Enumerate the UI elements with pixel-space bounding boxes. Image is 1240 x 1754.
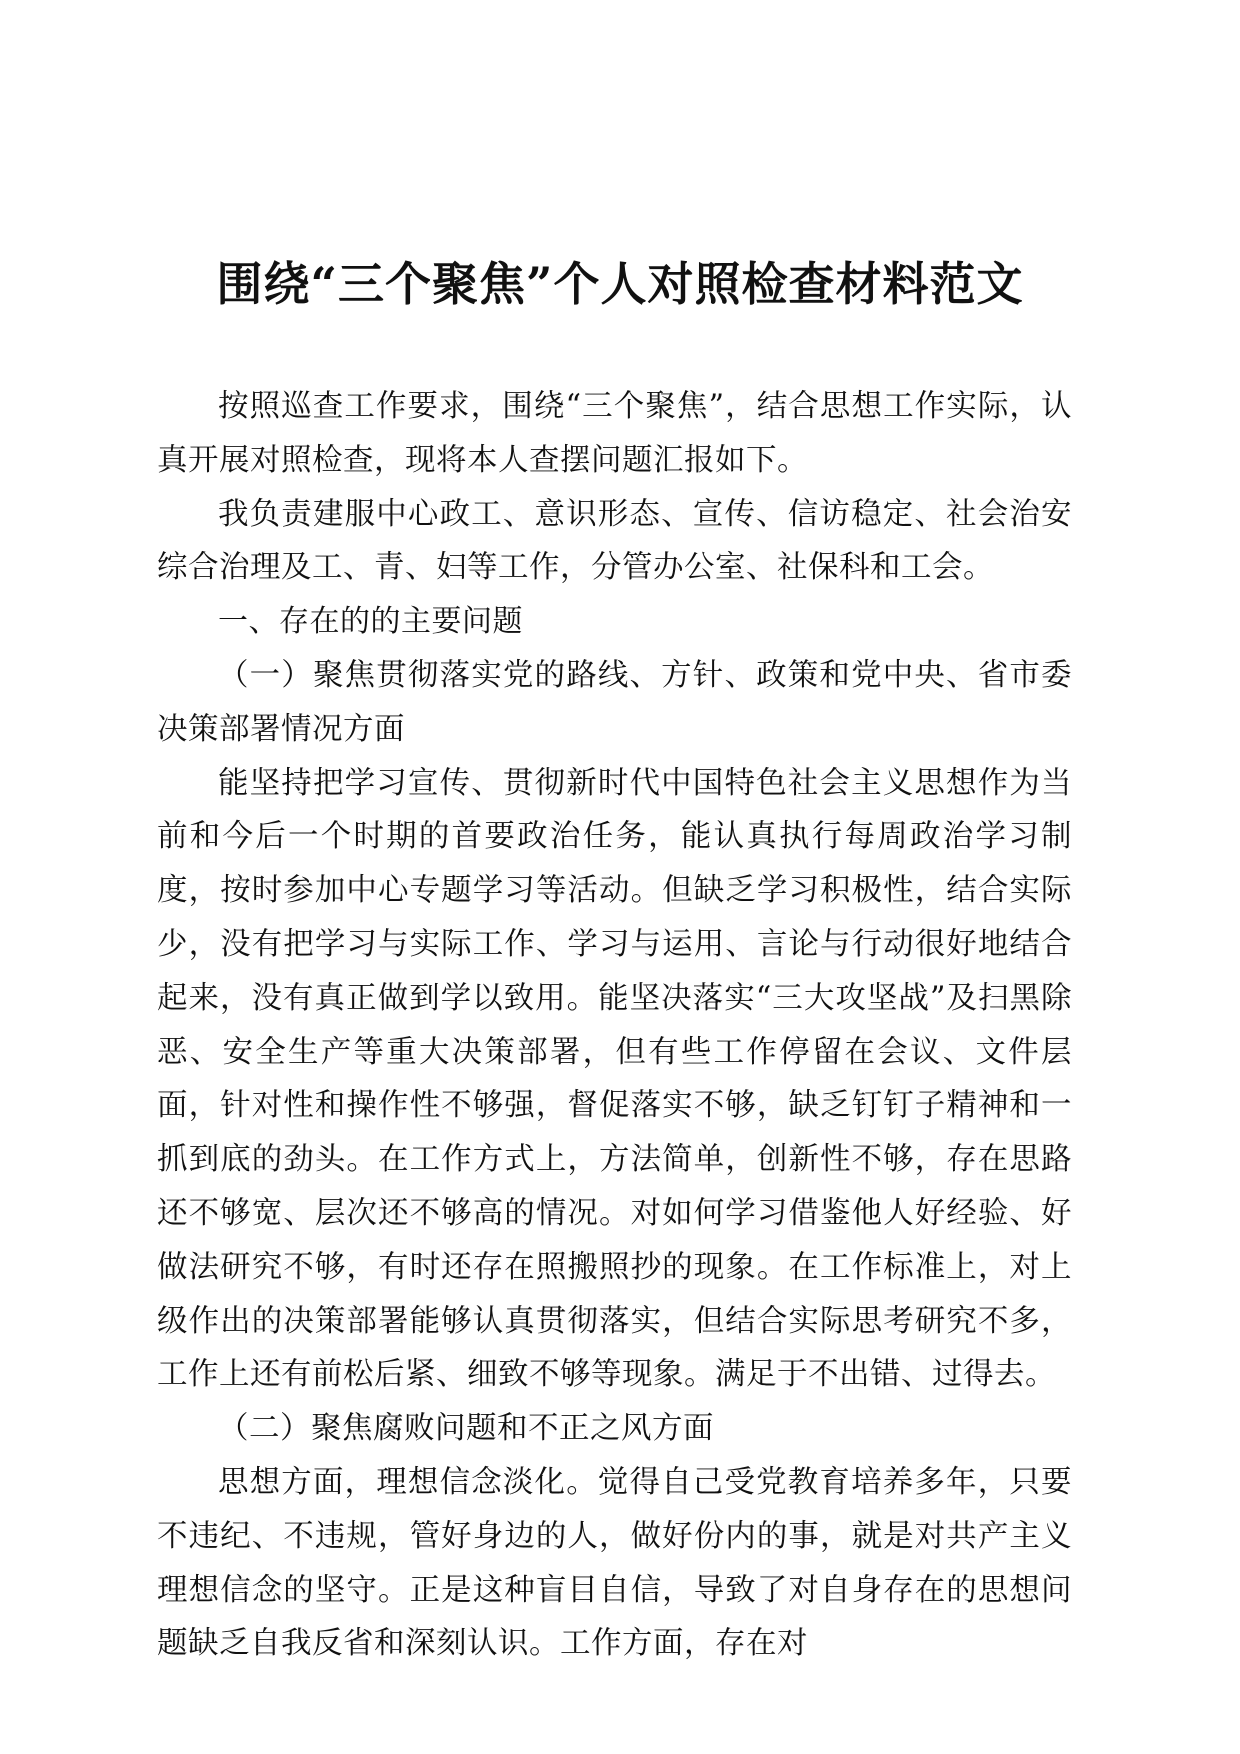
responsibility-paragraph: 我负责建服中心政工、意识形态、宣传、信访稳定、社会治安综合治理及工、青、妇等工作，分管办公室、社保科和工会。 — [157, 496, 1072, 586]
policy-implementation-paragraph: 能坚持把学习宣传、贯彻新时代中国特色社会主义思想作为当前和今后一个时期的首要政治任务，能认真执行每周政治学习制度，按时参加中心专题学习等活动。但缺乏学习积极性，结合实际少，没有把学习与实际工作、学习与运用、言论与行动很好地结合起来，没有真正做到学以致用。能坚决落实“三大攻坚战”及扫黑除恶、安全生产等重大决策部署，但有些工作停留在会议、文件层面，针对性和操作性不够强，督促落实不够，缺乏钉钉子精神和一抓到底的劲头。在工作方式上，方法简单，创新性不够，存在思路还不够宽、层次还不够高的情况。对如何学习借鉴他人好经验、好做法研究不够，有时还存在照搬照抄的现象。在工作标准上，对上级作出的决策部署能够认真贯彻落实，但结合实际思考研究不多，工作上还有前松后紧、细致不够等现象。满足于不出错、过得去。 — [157, 765, 1072, 1393]
section-heading-main-problems: 一、存在的的主要问题 — [218, 604, 523, 640]
intro-paragraph: 按照巡查工作要求，围绕“三个聚焦”，结合思想工作实际，认真开展对照检查，现将本人查摆问题汇报如下。 — [157, 389, 1072, 478]
subsection-heading-policy-implementation: （一）聚焦贯彻落实党的路线、方针、政策和党中央、省市委决策部署情况方面 — [157, 657, 1072, 747]
corruption-paragraph: 思想方面，理想信念淡化。觉得自己受党教育培养多年，只要不违纪、不违规，管好身边的人，做好份内的事，就是对共产主义理想信念的坚守。正是这种盲目自信，导致了对自身存在的思想问题缺乏自我反省和深刻认识。工作方面，存在对 — [157, 1464, 1072, 1662]
document-body — [157, 380, 1072, 1671]
document-title: 围绕“三个聚焦”个人对照检查材料范文 — [216, 257, 1024, 311]
subsection-heading-corruption: （二）聚焦腐败问题和不正之风方面 — [218, 1411, 714, 1447]
